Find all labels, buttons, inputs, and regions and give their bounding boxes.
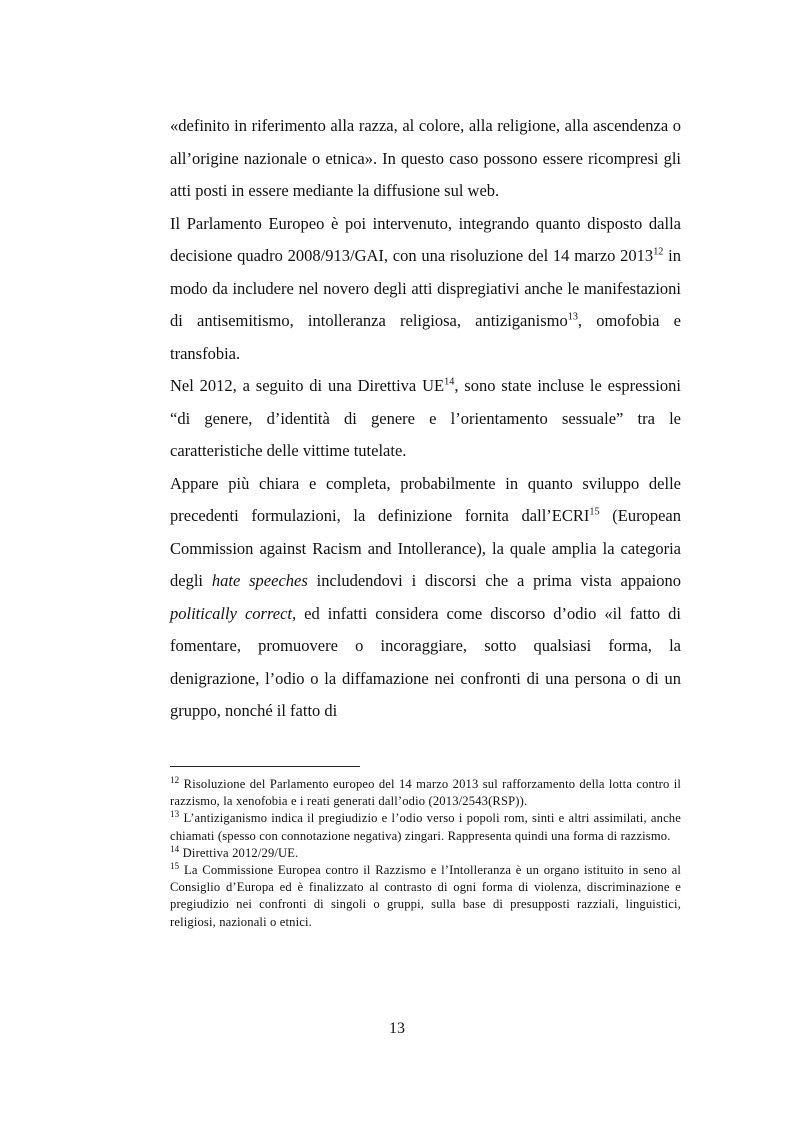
- footnote-number: 13: [170, 809, 180, 820]
- paragraph-4: [170, 468, 681, 728]
- paragraph-4-text-a: Appare più chiara e completa, probabilmente in quanto sviluppo delle precedenti formulazioni, la definizione fornita dall’ECRI: [170, 473, 681, 525]
- paragraph-3-text-b: , sono state incluse le espressioni “di genere, d’identità di genere e l’orientamento sessuale” tra le caratteristiche delle vittime tutelate.: [170, 376, 681, 460]
- paragraph-2: [170, 208, 681, 371]
- paragraph-1-text: «definito in riferimento alla razza, al colore, alla religione, alla ascendenza o all’origine nazionale o etnica». In questo caso possono essere ricompresi gli atti posti in essere mediante la diffusione sul web.: [170, 116, 681, 200]
- footnote-15: [170, 862, 681, 931]
- paragraph-1: [170, 110, 681, 208]
- paragraph-2-text-c: , omofobia e transfobia.: [170, 311, 681, 363]
- paragraph-3: [170, 370, 681, 468]
- paragraph-2-text-b: in modo da includere nel novero degli atti dispregiativi anche le manifestazioni di antisemitismo, intolleranza religiosa, antiziganismo: [170, 246, 681, 330]
- paragraph-3-text-a: Nel 2012, a seguito di una Direttiva UE: [170, 376, 445, 395]
- footnote-separator: [170, 766, 360, 767]
- body-text: [170, 110, 681, 728]
- paragraph-2-text-a: Il Parlamento Europeo è poi intervenuto, integrando quanto disposto dalla decisione quadro 2008/913/GAI, con una risoluzione del 14 marzo 2013: [170, 213, 681, 265]
- footnote-text: Risoluzione del Parlamento europeo del 14 marzo 2013 sul rafforzamento della lotta contro il razzismo, la xenofobia e i reati generati dall’odio (2013/2543(RSP)).: [170, 777, 681, 809]
- footnote-ref-14[interactable]: 14: [444, 376, 455, 388]
- paragraph-4-text-d: ed infatti considera come discorso d’odio «il fatto di fomentare, promuovere o incoraggiare, sotto qualsiasi forma, la denigrazione, l’odio o la diffamazione nei confronti di una persona o di un gruppo, nonché il fatto di: [170, 603, 681, 720]
- footnote-text: La Commissione Europea contro il Razzismo e l’Intolleranza è un organo istituito in seno al Consiglio d’Europa ed è finalizzato al contrasto di ogni forma di violenza, discriminazione e pregiudizio nei confronti di singoli o gruppi, sulla base di presupposti razziali, linguistici, religiosi, nazionali o etnici.: [170, 863, 681, 929]
- footnote-12: [170, 776, 681, 810]
- italic-politically-correct: politically correct,: [170, 603, 297, 623]
- footnote-13: [170, 810, 681, 844]
- footnote-number: 15: [170, 860, 180, 871]
- page-number: 13: [389, 1020, 405, 1037]
- paragraph-4-text-b: (European Commission against Racism and Intollerance), la quale amplia la categoria degli: [170, 506, 682, 590]
- footnote-ref-12[interactable]: 12: [653, 246, 664, 258]
- footnote-text: L’antiziganismo indica il pregiudizio e l’odio verso i popoli rom, sinti e altri assimilati, anche chiamati (spesso con connotazione negativa) zingari. Rappresenta quindi una forma di razzismo.: [170, 811, 681, 843]
- footnote-14: [170, 845, 681, 862]
- footnote-number: 14: [170, 843, 180, 854]
- footnotes: [170, 776, 681, 931]
- italic-hate-speeches: hate speeches: [211, 571, 308, 590]
- paragraph-4-text-c: includendovi i discorsi che a prima vista appaiono: [307, 571, 682, 590]
- footnote-ref-13[interactable]: 13: [567, 311, 578, 323]
- footnote-ref-15[interactable]: 15: [589, 506, 600, 518]
- footnote-number: 12: [170, 774, 180, 785]
- footnote-text: Direttiva 2012/29/UE.: [179, 845, 299, 860]
